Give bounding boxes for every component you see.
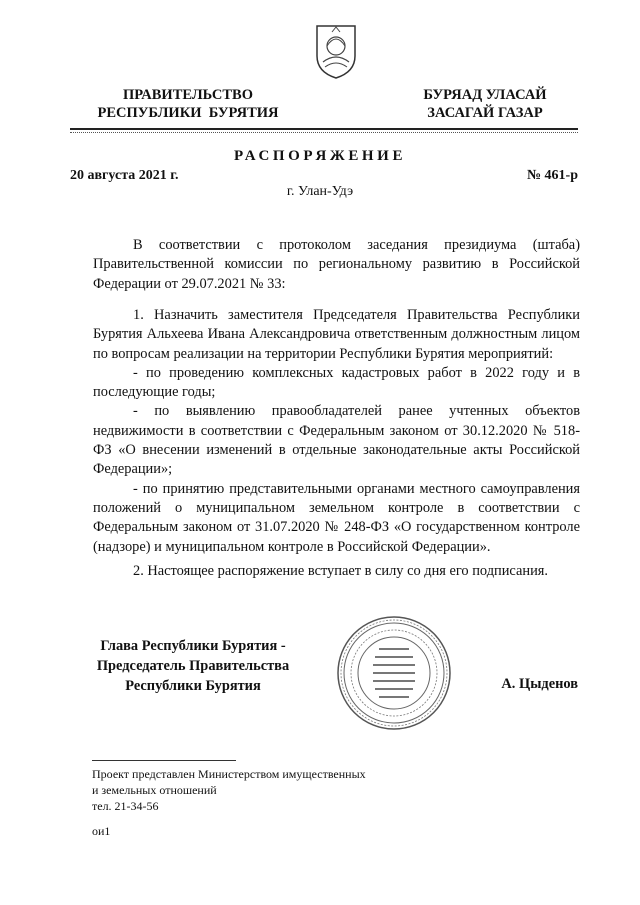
government-name-bua bbox=[400, 86, 570, 122]
government-line-1-bua: БУРЯАД УЛАСАЙ bbox=[423, 87, 547, 103]
government-line-2-bua: ЗАСАГАЙ ГАЗАР bbox=[427, 105, 543, 121]
footer-line-2: и земельных отношений bbox=[92, 783, 217, 797]
header-divider-dotted bbox=[70, 132, 578, 133]
government-name-ru bbox=[88, 86, 288, 122]
item-one-subitem-2: - по выявлению правообладателей ранее учтенных объектов недвижимости в соответствии с Федеральным законом от 30.12.2020 № 518-ФЗ «О внесении изменений в отдельные законодательные акты Российской Федерации»; bbox=[93, 403, 580, 478]
item-two-block bbox=[93, 562, 580, 581]
header-divider-thick bbox=[70, 128, 578, 130]
signatory-name: А. Цыденов bbox=[501, 676, 578, 692]
signatory-position bbox=[68, 636, 318, 696]
footer-divider bbox=[92, 760, 236, 761]
item-one-subitem-3: - по принятию представительными органами местного самоуправления положений о муниципальном земельном контроле в соответствии с Федеральным законом от 31.07.2020 № 248-ФЗ «О государственном контроле (надзоре) и муниципальном контроле в Российской Федерации». bbox=[93, 480, 580, 555]
item-one-subitem-1: - по проведению комплексных кадастровых работ в 2022 году и в последующие годы; bbox=[93, 364, 580, 401]
document-date: 20 августа 2021 г. bbox=[70, 168, 179, 183]
government-line-1: ПРАВИТЕЛЬСТВО bbox=[123, 87, 253, 103]
signatory-position-line-2: Председатель Правительства bbox=[96, 658, 290, 674]
government-line-2: РЕСПУБЛИКИ БУРЯТИЯ bbox=[97, 105, 279, 121]
intro-paragraph: В соответствии с протоколом заседания президиума (штаба) Правительственной комиссии по региональному развитию в Российской Федерации от 29.07.2021 № 33: bbox=[93, 237, 580, 292]
document-city: г. Улан-Удэ bbox=[286, 184, 354, 199]
document-code: ои1 bbox=[92, 824, 111, 838]
official-seal-stamp bbox=[335, 614, 453, 732]
item-one-paragraph: 1. Назначить заместителя Председателя Правительства Республики Бурятия Альхеева Ивана Александровича ответственным должностным лицом по вопросам реализации на территории Республики Бурятия мероприятий: bbox=[93, 307, 580, 362]
coat-of-arms-emblem bbox=[313, 22, 359, 80]
document-number: № 461-р bbox=[526, 168, 578, 183]
intro-paragraph-block bbox=[93, 236, 580, 294]
document-title: РАСПОРЯЖЕНИЕ bbox=[233, 148, 407, 164]
footer-note bbox=[92, 766, 366, 814]
item-one-block bbox=[93, 306, 580, 557]
item-two-paragraph: 2. Настоящее распоряжение вступает в силу со дня его подписания. bbox=[133, 563, 548, 579]
signatory-position-line-1: Глава Республики Бурятия - bbox=[100, 638, 286, 654]
footer-line-1: Проект представлен Министерством имущественных bbox=[92, 767, 366, 781]
signatory-position-line-3: Республики Бурятия bbox=[125, 678, 261, 694]
footer-phone: тел. 21-34-56 bbox=[92, 799, 159, 813]
